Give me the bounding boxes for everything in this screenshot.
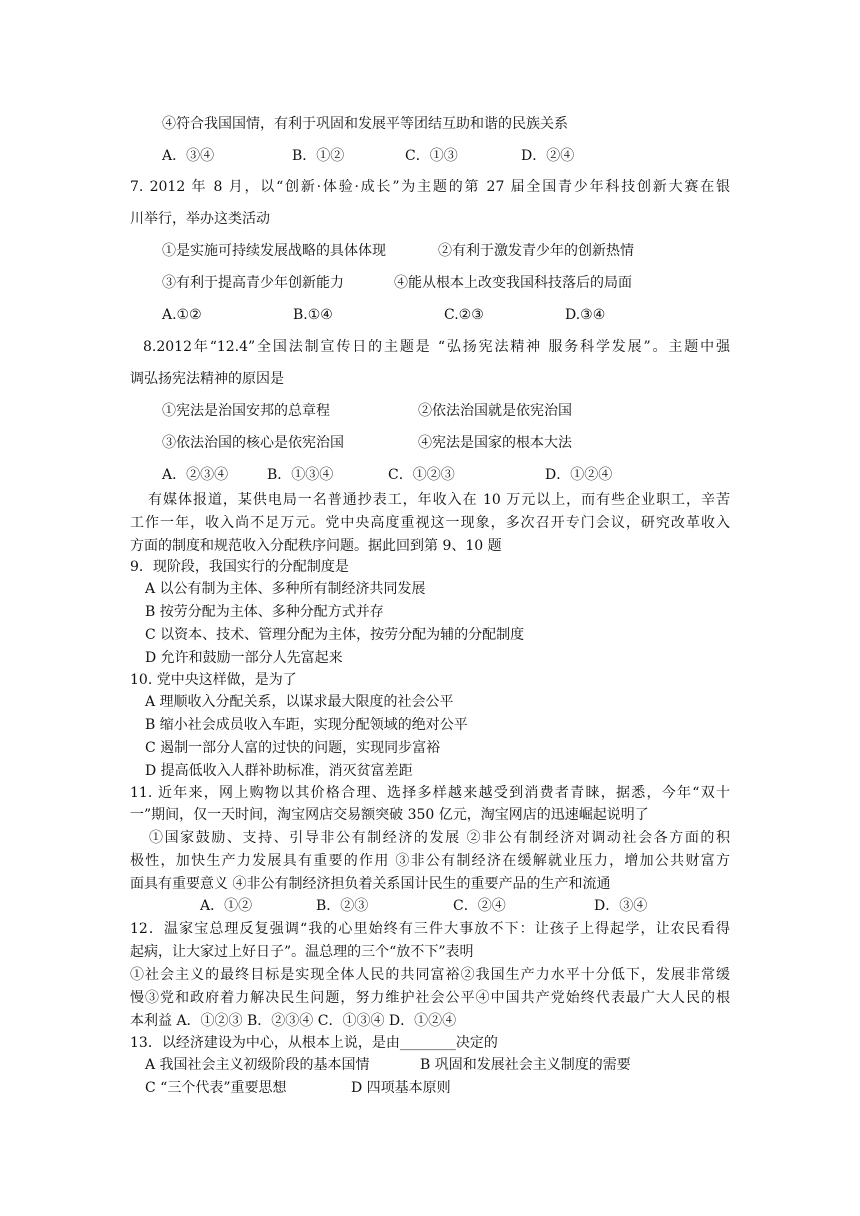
q7-option-d: D.③④ bbox=[565, 307, 606, 323]
q6-option-a: A．③④ bbox=[162, 148, 215, 164]
q6-statement-4: ④符合我国国情，有利于巩固和发展平等团结互助和谐的民族关系 bbox=[162, 116, 568, 132]
q8-option-d: D．①②④ bbox=[545, 467, 613, 483]
q13-option-a: A 我国社会主义初级阶段的基本国情 bbox=[145, 1057, 370, 1073]
q13-option-b: B 巩固和发展社会主义制度的需要 bbox=[420, 1057, 631, 1073]
q6-option-c: C．①③ bbox=[405, 148, 458, 164]
q11-line-4: 极性，加快生产力发展具有重要的作用 ③非公有制经济在缓解就业压力，增加公共财富方 bbox=[130, 853, 730, 869]
q9-stem: 9．现阶段，我国实行的分配制度是 bbox=[130, 559, 349, 575]
q8-option-c: C．①②③ bbox=[388, 467, 455, 483]
q10-option-a: A 理顺收入分配关系，以谋求最大限度的社会公平 bbox=[145, 694, 454, 710]
q10-option-b: B 缩小社会成员收入车距，实现分配领域的绝对公平 bbox=[145, 717, 468, 733]
q7-statement-1: ①是实施可持续发展战略的具体体现 bbox=[162, 243, 386, 259]
q6-option-d: D．②④ bbox=[521, 148, 575, 164]
q7-option-c: C.②③ bbox=[444, 307, 484, 323]
q11-line-2: 一”期间，仅一天时间，淘宝网店交易额突破 350 亿元，淘宝网店的迅速崛起说明了 bbox=[130, 807, 649, 823]
q11-option-c: C．②④ bbox=[453, 898, 506, 914]
q8-statement-2: ②依法治国就是依宪治国 bbox=[418, 403, 572, 419]
q11-option-b: B．②③ bbox=[316, 898, 369, 914]
q7-stem-line-1: 7. 2012 年 8 月，以“创新·体验·成长”为主题的第 27 届全国青少年科技创新大赛在银 bbox=[130, 179, 730, 195]
q8-statement-4: ④宪法是国家的根本大法 bbox=[418, 435, 572, 451]
q13-option-c: C “三个代表”重要思想 bbox=[145, 1080, 287, 1096]
q9-option-c: C 以资本、技术、管理分配为主体，按劳分配为辅的分配制度 bbox=[145, 627, 525, 643]
material-line-2: 工作一年，收入尚不足万元。党中央高度重视这一现象，多次召开专门会议，研究改革收入 bbox=[130, 515, 730, 531]
q10-option-d: D 提高低收入人群补助标准，消灭贫富差距 bbox=[145, 763, 413, 779]
q12-line-5: 本利益 A．①②③ B．②③④ C．①③④ D．①②④ bbox=[130, 1013, 457, 1029]
q6-option-b: B．①② bbox=[292, 148, 345, 164]
q10-option-c: C 遏制一部分人富的过快的问题，实现同步富裕 bbox=[145, 740, 441, 756]
q12-line-1: 12．温家宝总理反复强调“我的心里始终有三件大事放不下：让孩子上得起学，让农民看得 bbox=[130, 921, 730, 937]
q11-line-1: 11. 近年来，网上购物以其价格合理、选择多样越来越受到消费者青睐，据悉，今年“双十 bbox=[130, 785, 730, 801]
q11-option-d: D．③④ bbox=[594, 898, 648, 914]
q7-statement-2: ②有利于激发青少年的创新热情 bbox=[438, 243, 634, 259]
q10-stem: 10. 党中央这样做，是为了 bbox=[130, 672, 297, 688]
q12-line-4: 慢③党和政府着力解决民生问题，努力维护社会公平④中国共产党始终代表最广大人民的根 bbox=[130, 990, 730, 1006]
q7-statement-3: ③有利于提高青少年创新能力 bbox=[162, 275, 344, 291]
q8-stem-line-2: 调弘扬宪法精神的原因是 bbox=[130, 371, 284, 387]
q8-statement-1: ①宪法是治国安邦的总章程 bbox=[162, 403, 330, 419]
q9-option-a: A 以公有制为主体、多种所有制经济共同发展 bbox=[145, 581, 426, 597]
q8-stem-line-1: 8.2012年“12.4”全国法制宣传日的主题是 “弘扬宪法精神 服务科学发展”。主题中强 bbox=[143, 339, 730, 355]
q7-statement-4: ④能从根本上改变我国科技落后的局面 bbox=[394, 275, 632, 291]
q12-line-2: 起病，让大家过上好日子”。温总理的三个“放不下”表明 bbox=[130, 944, 474, 960]
q7-option-b: B.①④ bbox=[293, 307, 333, 323]
q7-stem-line-2: 川举行，举办这类活动 bbox=[130, 211, 270, 227]
q8-option-b: B．①③④ bbox=[267, 467, 334, 483]
material-line-3: 方面的制度和规范收入分配秩序问题。据此回到第 9、10 题 bbox=[130, 538, 502, 554]
q9-option-b: B 按劳分配为主体、多种分配方式并存 bbox=[145, 604, 384, 620]
q11-line-5: 面具有重要意义 ④非公有制经济担负着关系国计民生的重要产品的生产和流通 bbox=[130, 876, 611, 892]
q7-option-a: A.①② bbox=[162, 307, 202, 323]
q13-stem: 13．以经济建设为中心，从根本上说，是由________决定的 bbox=[130, 1035, 498, 1051]
q12-line-3: ①社会主义的最终目标是实现全体人民的共同富裕②我国生产力水平十分低下，发展非常缓 bbox=[130, 967, 730, 983]
q11-line-3: ①国家鼓励、支持、引导非公有制经济的发展 ②非公有制经济对调动社会各方面的积 bbox=[149, 830, 730, 846]
q13-option-d: D 四项基本原则 bbox=[351, 1080, 451, 1096]
q11-option-a: A．①② bbox=[200, 898, 253, 914]
q8-statement-3: ③依法治国的核心是依宪治国 bbox=[162, 435, 344, 451]
q9-option-d: D 允许和鼓励一部分人先富起来 bbox=[145, 650, 343, 666]
material-line-1: 有媒体报道，某供电局一名普通抄表工，年收入在 10 万元以上，而有些企业职工，辛苦 bbox=[148, 492, 730, 508]
q8-option-a: A．②③④ bbox=[162, 467, 229, 483]
